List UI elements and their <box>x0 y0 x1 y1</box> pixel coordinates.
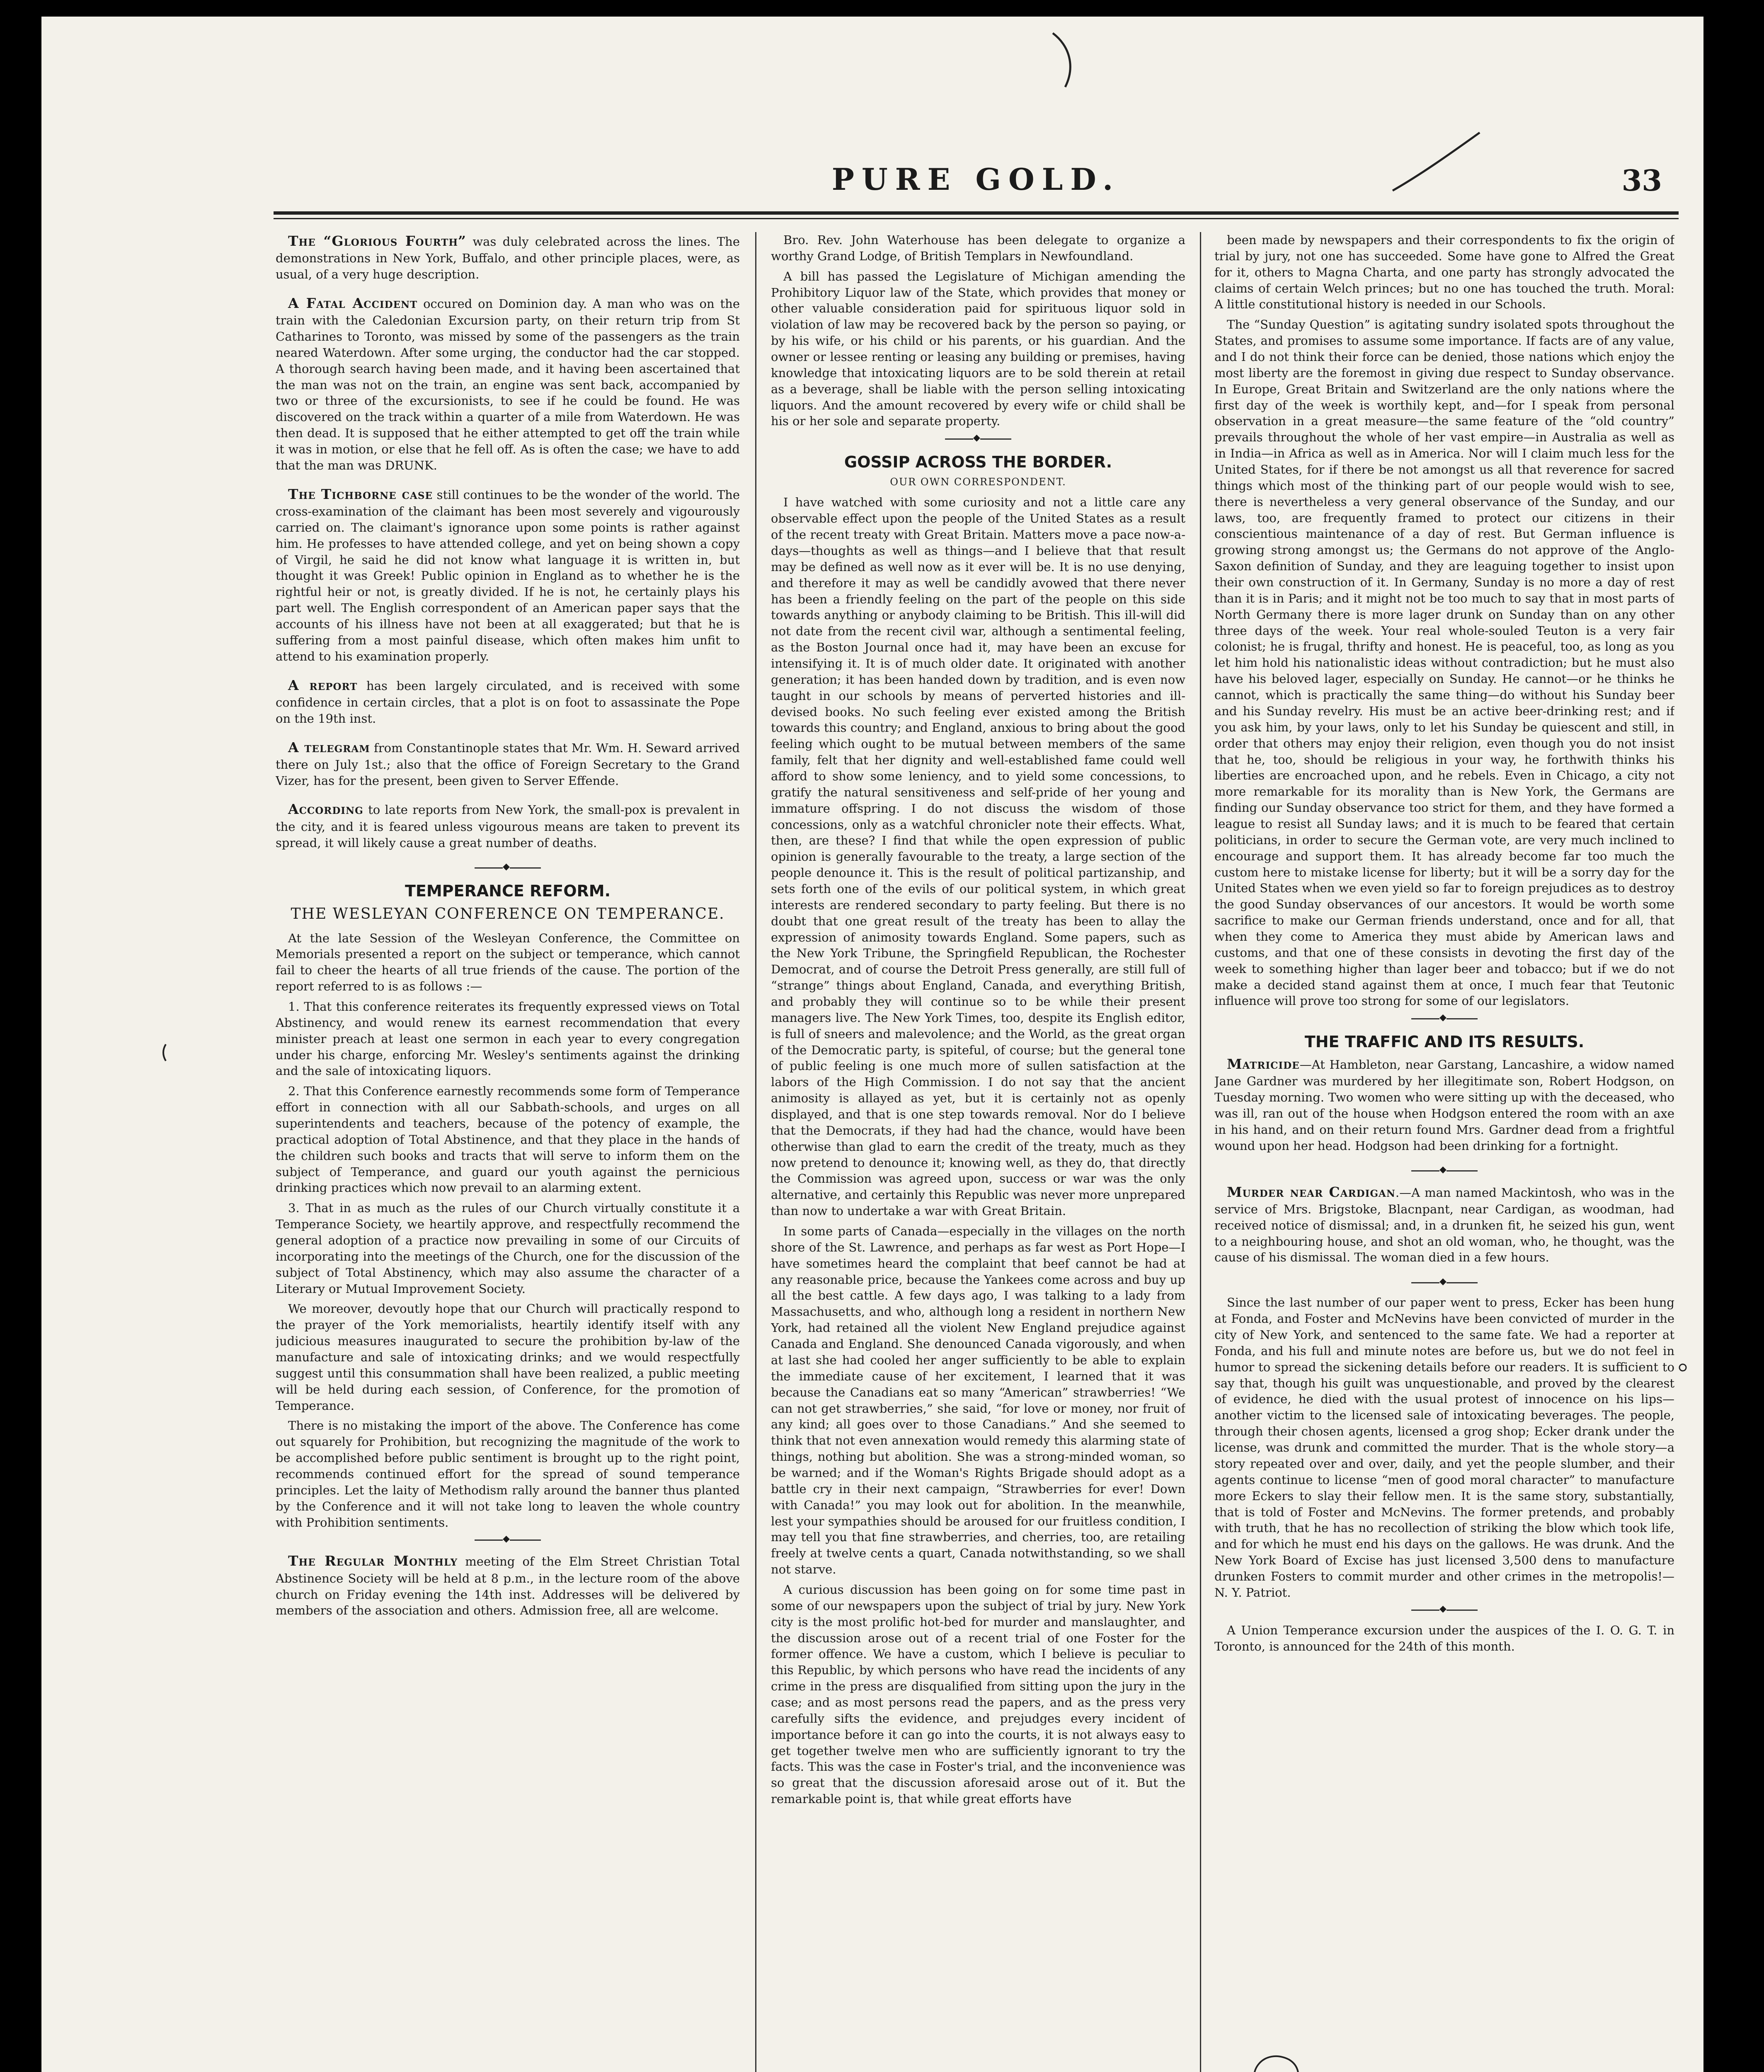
article-paragraph: I have watched with some curiosity and not a little care any observable effect upon the people of the United States as a result of the recent treaty with Great Britain. Matters move a pace now-a-days—thoughts as well as things—and I believe that that result may be defined as well now as it ever will be. It is no use denying, and therefore it may as well be candidly avowed that there never has been a friendly feeling on the part of the people on this side towards anything or anybody claiming to be British. This ill-will did not date from the recent civil war, although a sentimental feeling, as the Boston Journal once had it, may have been an excuse for intensifying it. It is of much older date. It originated with another generation; it has been handed down by tradition, and is even now taught in our schools by means of perverted histories and ill-devised books. No such feeling ever existed among the British towards this country; and England, anxious to bring about the good feeling which ought to be mutual between members of the same family, felt that her dignity and well-established fame could well afford to show some leniency, and to yield some concessions, to gratify the natural sensitiveness and self-pride of her young and immature offspring. I do not discuss the wisdom of those concessions, only as a watchful chronicler note their effects. What, then, are these? I find that while the open expression of public opinion is generally favourable to the treaty, a large section of the people denounce it. This is the result of political partizanship, and sets forth one of the evils of our political system, in which great interests are rendered secondary to party feeling. But there is no doubt that one great result of the treaty has been to allay the expression of animosity towards England. Some papers, such as the New York Tribune, the Springfield Republican, the Rochester Democrat, and of course the Detroit Press generally, are still full of “strange” things about England, Canada, and everything British, and probably they will continue so to be while their present managers live. The New York Times, too, despite its English editor, is full of sneers and malevolence; and the World, as the great organ of the Democratic party, is spiteful, of course; but the general tone of public feeling is one much more of sullen satisfaction at the labors of the High Commission. I do not say that the ancient animosity is allayed as yet, but it is certainly not as openly displayed, and that is one step towards removal. Nor do I believe that the Democrats, if they had had the chance, would have been otherwise than glad to earn the credit of the treaty, much as they now pretend to denounce it; knowing well, as they do, that directly the Commission was agreed upon, success or war was the only alternative, and certainly this Republic was never more unprepared than now to undertake a war with Great Britain. <box>771 495 1185 1218</box>
item-lead: A report <box>288 677 358 693</box>
article-paragraph: There is no mistaking the import of the above. The Conference has come out squarely for Prohibition, but recognizing the magnitude of the work to be accomplished before public sentiment is brought up to the right point, recommends continued effort for the spread of sound temperance principles. Let the laity of Methodism rally around the banner thus planted by the Conference and it will not take long to leaven the whole country with Prohibition sentiments. <box>276 1418 740 1530</box>
section-separator <box>1214 1277 1674 1288</box>
article-paragraph: Since the last number of our paper went to press, Ecker has been hung at Fonda, and Foster and McNevins have been convicted of murder in the city of New York, and sentenced to the same fate. We had a reporter at Fonda, and his full and minute notes are before us, but we do not feel in humor to spread the sickening details before our readers. It is sufficient to say that, though his guilt was unquestionable, and proved by the clearest of evidence, he died with the usual protest of innocence on his lips—another victim to the licensed sale of intoxicating beverages. The people, through their chosen agents, licensed a grog shop; Ecker drank under the license, was drunk and committed the murder. That is the whole story—a story repeated over and over, daily, and yet the people slumber, and their agents continue to license “men of good moral character” to manufacture more Eckers to slay their fellow men. It is the same story, substantially, that is told of Foster and McNevins. The former pretends, and probably with truth, that he has no recollection of striking the blow which took life, and for which he must end his days on the gallows. He was drunk. And the New York Board of Excise has just licensed 3,500 dens to manufacture drunken Fosters to commit murder and other crimes in the metropolis!—N. Y. Patriot. <box>1214 1295 1674 1600</box>
section-separator <box>276 862 740 873</box>
item-lead: Matricide <box>1227 1056 1300 1072</box>
article-paragraph: 3. That in as much as the rules of our Church virtually constitute it a Temperance Society, we heartily approve, and respectfully recommend the general adoption of a practice now prevailing in some of our Circuits of incorporating into the meetings of the Church, one for the discussion of the subject of Total Abstinency, which may also assume the character of a Literary or Mutual Improvement Society. <box>276 1201 740 1296</box>
section-heading: GOSSIP ACROSS THE BORDER. <box>844 453 1112 472</box>
article-paragraph: In some parts of Canada—especially in the villages on the north shore of the St. Lawrence, and perhaps as far west as Port Hope—I have sometimes heard the complaint that beef cannot be had at any reasonable price, because the Yankees come across and buy up all the best cattle. A few days ago, I was talking to a lady from Massachusetts, and who, although long a resident in northern New York, had retained all the violent New England prejudice against Canada and England. She denounced Canada vigorously, and when at last she had cooled her anger sufficiently to be able to explain the immediate cause of her excitement, I learned that it was because the Canadians eat so many “American” strawberries! “We can not get strawberries,” she said, “for love or money, nor fruit of any kind; all goes over to those Canadians.” And she seemed to think that not even annexation would remedy this alarming state of things, nothing but abolition. She was a strong-minded woman, so be warned; and if the Woman's Rights Brigade should adopt as a battle cry in their next campaign, “Strawberries for ever! Down with Canada!” you may look out for abolition. In the meanwhile, lest your sympathies should be aroused for our fruitless condition, I may tell you that fine strawberries, and cherries, too, are retailing freely at twelve cents a quart, Canada notwithstanding, so we shall not starve. <box>771 1224 1185 1577</box>
item-text: —At Hambleton, near Garstang, Lancashire, a widow named Jane Gardner was murdered by her illegitimate son, Robert Hodgson, on Tuesday morning. Two women who were sitting up with the deceased, who was ill, ran out of the house when Hodgson entered the room with an axe in his hand, and on their return found Mrs. Gardner dead from a frightful wound upon her head. Hodgson had been drinking for a fortnight. <box>1214 1058 1674 1153</box>
column-divider <box>755 232 756 2072</box>
newspaper-page <box>41 17 1703 2072</box>
item-text: occured on Dominion day. A man who was on the train with the Caledonian Excursion party, on their return trip from St Catharines to Toronto, was missed by some of the passengers as the train neared Waterdown. After some urging, the conductor had the car stopped. A thorough search having been made, and it having been ascertained that the man was not on the train, an engine was sent back, accompanied by two or three of the excursionists, to see if he could be found. He was discovered on the track within a quarter of a mile from Waterdown. He was then dead. It is supposed that he either attempted to get off the train while it was in motion, or else that he fell off. As is often the case; we have to add that the man was DRUNK. <box>276 296 740 472</box>
masthead <box>274 162 1679 215</box>
news-item <box>276 294 740 474</box>
page-number: 33 <box>1621 163 1662 198</box>
item-text: was duly celebrated across the lines. The demonstrations in New York, Buffalo, and other principle places, were, as usual, of a very huge description. <box>276 235 740 282</box>
item-lead: The “Glorious Fourth” <box>288 233 467 249</box>
column-2 <box>771 232 1185 2072</box>
section-separator <box>771 433 1185 444</box>
article-paragraph: 1. That this conference reiterates its frequently expressed views on Total Abstinency, and would renew its earnest recommendation that every minister preach at least one sermon in each year to every congregation under his charge, enforcing Mr. Wesley's sentiments against the drinking and the sale of intoxicating liquors. <box>276 999 740 1078</box>
news-item <box>1214 1055 1674 1154</box>
article-paragraph: 2. That this Conference earnestly recommends some form of Temperance effort in connection with all our Sabbath-schools, and urges on all superintendents and teachers, because of the potency of example, the practical adoption of Total Abstinence, and that they place in the hands of the children such books and tracts that will serve to inform them on the subject of Temperance, and guard our youth against the pernicious drinking practices which now prevail to an alarming extent. <box>276 1084 740 1195</box>
article-paragraph: The “Sunday Question” is agitating sundry isolated spots throughout the States, and promises to assume some importance. If facts are of any value, and I do not think their force can be denied, those nations which enjoy the most liberty are the foremost in giving due respect to Sunday observance. In Europe, Great Britain and Switzerland are the only nations where the first day of the week is worthily kept, and—for I speak from personal observation in a great measure—the same feature of the “old country” prevails throughout the whole of her vast empire—in Australia as well as in India—in Africa as well as in America. Nor will I claim much less for the United States, for if there be not amongst us all that reverence for sacred things which most of the thinking part of our people would wish to see, there is nevertheless a very general observance of the Sunday, and our laws, too, are frequently framed to protect our citizens in their conscientious maintenance of a day of rest. But German influence is growing strong amongst us; the Germans do not approve of the Anglo-Saxon definition of Sunday, and they are leaguing together to insist upon their own construction of it. In Germany, Sunday is no more a day of rest than it is in Paris; and it might not be too much to say that in most parts of North Germany there is more lager drunk on Sunday than on any other three days of the week. Your real whole-souled Teuton is a very fair colonist; he is frugal, thrifty and honest. He is peaceful, too, as long as you let him hold his nationalistic ideas without contradiction; but he must also have his beloved lager, especially on Sunday. He cannot—or he thinks he cannot, which is practically the same thing—do without his Sunday beer and his Sunday revelry. His must be an active beer-drinking rest; and if you ask him, by your laws, only to let his Sunday be quiescent and still, in order that others may enjoy their religion, even though you do not insist that he, too, should be religious in your way, he forthwith thinks his liberties are encroached upon, and he rebels. Even in Chicago, a city not more remarkable for its morality than is New York, the Germans are finding our Sunday observance too strict for them, and they have formed a league to resist all Sunday laws; and it is much to be feared that certain politicians, in order to secure the German vote, are very much inclined to encourage and support them. It has already become far too much the custom here to mistake license for liberty; but it will be a sorry day for the United States when we even yield so far to foreign prejudices as to destroy the good Sunday observances of our ancestors. It would be worth some sacrifice to make our German friends understand, once and for all, that when they come to America they must abide by American laws and customs, and that one of these consists in devoting the first day of the week to something higher than lager beer and tobacco; but if we do not make a decided stand against them at once, I much fear that Teutonic influence will prove too strong for some of our legislators. <box>1214 317 1674 1008</box>
item-text: still continues to be the wonder of the world. The cross-examination of the claimant has been most severely and vigourously carried on. The claimant's ignorance upon some points is rather against him. He professes to have attended college, and yet on being shown a copy of Virgil, he said he did not know what language it is written in, but thought it was Greek! Public opinion in England as to whether he is the rightful heir or not, is greatly divided. If he is not, he certainly plays his part well. The English correspondent of an American paper says that the accounts of his illness have not been at all exaggerated; but that he is suffering from a most painful disease, which often makes him unfit to attend to his examination properly. <box>276 487 740 663</box>
news-item <box>276 738 740 789</box>
article-paragraph: Bro. Rev. John Waterhouse has been delegate to organize a worthy Grand Lodge, of British Templars in Newfoundland. <box>771 233 1185 263</box>
column-1 <box>276 232 740 2072</box>
news-item <box>1214 1183 1674 1266</box>
article-paragraph: At the late Session of the Wesleyan Conference, the Committee on Memorials presented a report on the subject or temperance, which cannot fail to cheer the hearts of all true friends of the cause. The portion of the report referred to is as follows :— <box>276 931 740 994</box>
item-lead: According <box>288 801 363 818</box>
item-lead: A Fatal Accident <box>288 295 418 311</box>
item-lead: The Regular Monthly <box>288 1553 458 1569</box>
section-heading: TEMPERANCE REFORM. <box>405 882 611 900</box>
article-paragraph: A curious discussion has been going on for some time past in some of our newspapers upon the subject of trial by jury. New York city is the most prolific hot-bed for murder and manslaughter, and the discussion arose out of a recent trial of one Foster for the former offence. We have a custom, which I believe is peculiar to this Republic, by which persons who have read the incidents of any crime in the press are disqualified from sitting upon the jury in the case; and as most persons read the papers, and as the press very carefully sifts the evidence, and prejudges every incident of importance before it can go into the courts, it is not always easy to get together twelve men who are sufficiently ignorant to try the facts. This was the case in Foster's trial, and the inconvenience was so great that the discussion aforesaid arose out of it. But the remarkable point is, that while great efforts have <box>771 1582 1185 1806</box>
column-3 <box>1214 232 1674 2072</box>
news-item <box>276 800 740 851</box>
section-separator <box>1214 1013 1674 1024</box>
item-text: from Constantinople states that Mr. Wm. H. Seward arrived there on July 1st.; also that the office of Foreign Secretary to the Grand Vizer, has for the present, been given to Server Effende. <box>276 741 740 788</box>
masthead-rule <box>274 211 1679 215</box>
news-item <box>276 1552 740 1619</box>
item-lead: Murder near Cardigan <box>1227 1184 1396 1200</box>
item-text: .—A man named Mackintosh, who was in the service of Mrs. Brigstoke, Blacnpant, near Cardigan, as woodman, had received notice of dismissal; and, in a drunken fit, he seized his gun, went to a neighbouring house, and shot an old woman, who, he thought, was the cause of his dismissal. The woman died in a few hours. <box>1214 1185 1674 1265</box>
section-separator <box>1214 1605 1674 1616</box>
masthead-title: PURE GOLD. <box>831 162 1121 197</box>
item-lead: A telegram <box>288 739 370 755</box>
masthead-rule-thin <box>274 218 1679 219</box>
item-text: meeting of the Elm Street Christian Total Abstinence Society will be held at 8 p.m., in the lecture room of the above church on Friday evening the 14th inst. Addresses will be delivered by members of the association and others. Admission free, all are welcome. <box>276 1554 740 1618</box>
section-separator <box>1214 1166 1674 1176</box>
article-paragraph: A Union Temperance excursion under the auspices of the I. O. G. T. in Toronto, is announced for the 24th of this month. <box>1214 1623 1674 1653</box>
article-paragraph: A bill has passed the Legislature of Michigan amending the Prohibitory Liquor law of the State, which provides that money or other valuable consideration paid for spirituous liquor sold in violation of law may be recovered back by the person so paying, or by his wife, or his child or his parents, or his guardian. And the owner or lessee renting or leasing any building or premises, having knowledge that intoxicating liquors are to be sold therein at retail as a beverage, shall be liable with the person selling intoxicating liquors. And the amount recovered by every wife or child shall be his or her sole and separate property. <box>771 269 1185 428</box>
news-item <box>276 676 740 727</box>
section-separator <box>276 1535 740 1545</box>
byline: OUR OWN CORRESPONDENT. <box>890 476 1066 488</box>
item-lead: The Tichborne case <box>288 486 433 502</box>
article-paragraph: been made by newspapers and their correspondents to fix the origin of trial by jury, not one has succeeded. Some have gone to Alfred the Great for it, others to Magna Charta, and one party has strongly advocated the claims of certain Welch princes; but no one has touched the truth. Moral: A little constitutional history is needed in our Schools. <box>1214 233 1674 312</box>
item-text: to late reports from New York, the small-pox is prevalent in the city, and it is feared unless vigourous means are taken to prevent its spread, it will likely cause a great number of deaths. <box>276 803 740 850</box>
article-paragraph: We moreover, devoutly hope that our Church will practically respond to the prayer of the York memorialists, heartily identify itself with any judicious measures inaugurated to secure the prohibition by-law of the manufacture and sale of intoxicating drinks; and we would respectfully suggest until this consummation shall have been realized, a public meeting will be held during each session, of Conference, for the promotion of Temperance. <box>276 1302 740 1413</box>
column-divider <box>1200 232 1201 2072</box>
section-subheading: THE WESLEYAN CONFERENCE ON TEMPERANCE. <box>291 905 725 923</box>
news-item <box>276 485 740 665</box>
item-text: has been largely circulated, and is received with some confidence in certain circles, that a plot is on foot to assassinate the Pope on the 19th inst. <box>276 678 740 726</box>
section-heading: THE TRAFFIC AND ITS RESULTS. <box>1304 1033 1585 1051</box>
news-item <box>276 232 740 283</box>
